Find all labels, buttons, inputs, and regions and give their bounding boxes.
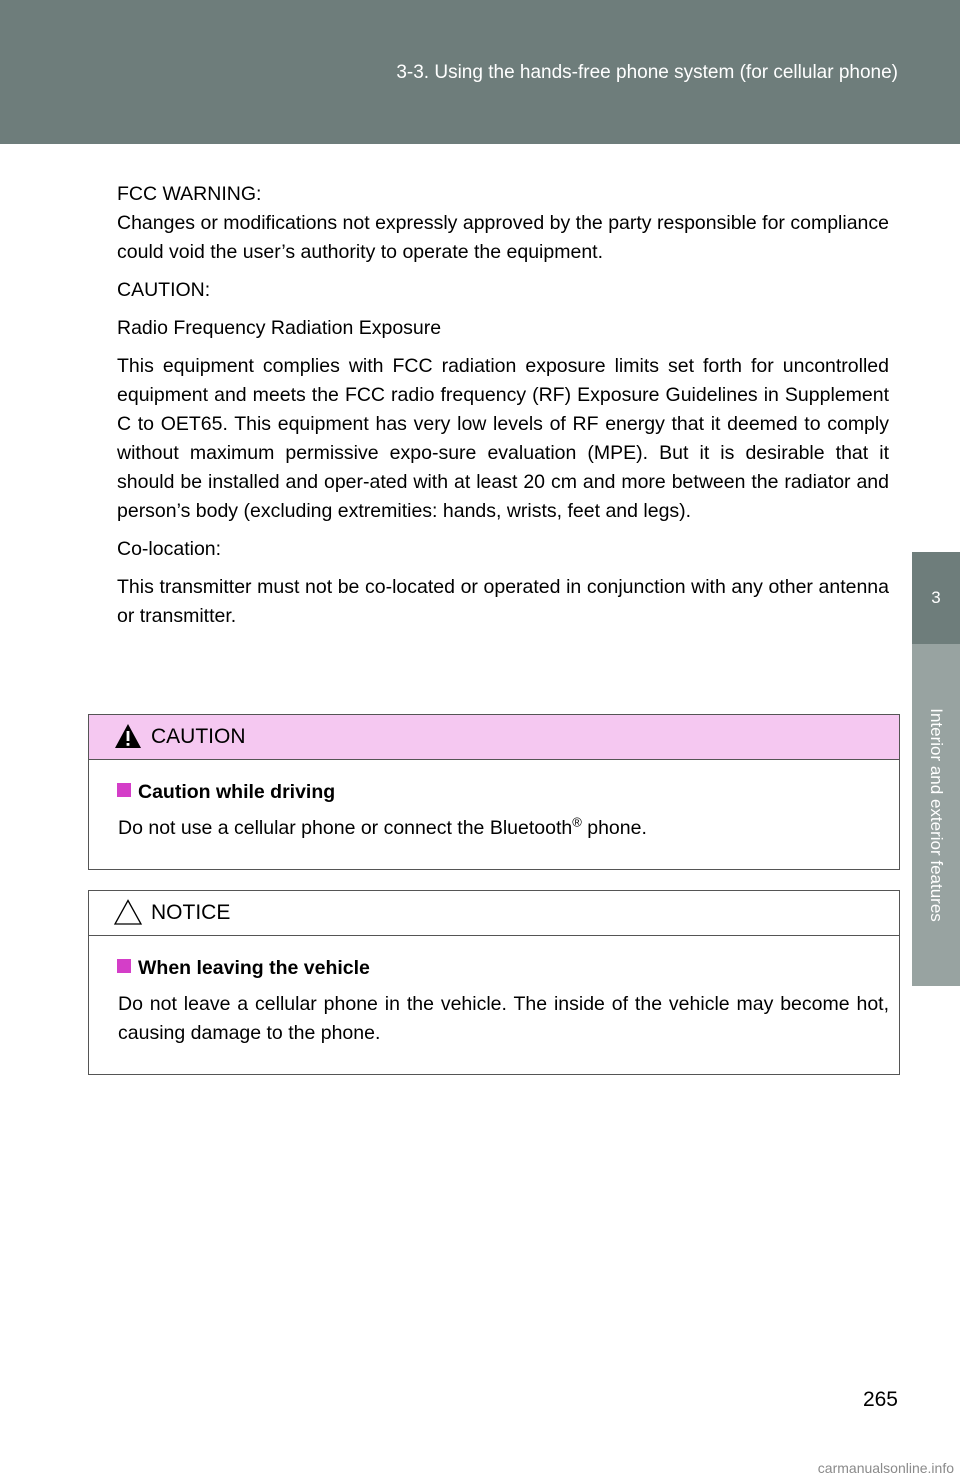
notice-box	[88, 890, 900, 1075]
caution-item-text	[118, 814, 889, 843]
colocation-text: This transmitter must not be co-located or operated in conjunction with any other antenna or transmitter.	[117, 576, 889, 627]
chapter-tab-label-area	[912, 644, 960, 986]
notice-item-title: When leaving the vehicle	[138, 957, 370, 979]
fcc-warning-text: Changes or modifications not expressly approved by the party responsible for compliance could void the user’s authority to operate the equipment.	[117, 212, 889, 263]
caution-box	[88, 714, 900, 870]
caution-box-title: CAUTION	[151, 725, 246, 748]
caution-item-heading	[117, 778, 889, 806]
chapter-tab	[912, 552, 960, 644]
caution-heading: CAUTION:	[117, 279, 211, 301]
notice-box-header	[89, 891, 899, 936]
main-content	[117, 180, 889, 640]
rf-exposure-heading: Radio Frequency Radiation Exposure	[117, 317, 442, 339]
page-number: 265	[862, 1388, 898, 1411]
chapter-label: Interior and exterior features	[927, 708, 946, 922]
colocation-heading: Co-location:	[117, 538, 222, 560]
registered-mark: ®	[572, 814, 582, 830]
chapter-number: 3	[931, 588, 941, 607]
section-title: 3-3. Using the hands-free phone system (for cellular phone)	[396, 62, 898, 83]
notice-box-title: NOTICE	[151, 901, 231, 924]
notice-item-text: Do not leave a cellular phone in the vehicle. The inside of the vehicle may become hot, causing damage to the phone.	[118, 993, 889, 1044]
caution-item-title: Caution while driving	[138, 781, 336, 803]
caution-item-text-after: phone.	[581, 817, 647, 839]
notice-item-heading	[117, 954, 889, 982]
page-header	[0, 0, 960, 144]
caution-item-text-before: Do not use a cellular phone or connect the Bluetooth	[118, 817, 573, 839]
fcc-warning-heading: FCC WARNING:	[117, 183, 262, 205]
warning-icon	[113, 722, 143, 750]
bullet-square-icon	[117, 783, 131, 797]
rf-exposure-text: This equipment complies with FCC radiation exposure limits set forth for uncontrolled equipment and meets the FCC radio frequency (RF) Exposure Guidelines in Supplement C to OET65. This equipment has very low levels of RF energy that it deemed to comply without maximum permissive expo-sure evaluation (MPE). But it is desirable that it should be installed and oper-ated with at least 20 cm and more between the radiator and person’s body (excluding extremities: hands, wrists, feet and legs).	[117, 355, 889, 522]
watermark: carmanualsonline.info	[817, 1460, 954, 1476]
notice-box-body	[89, 936, 899, 1048]
caution-box-body	[89, 760, 899, 843]
bullet-square-icon	[117, 959, 131, 973]
notice-warning-icon	[113, 898, 143, 926]
caution-box-header	[89, 715, 899, 760]
